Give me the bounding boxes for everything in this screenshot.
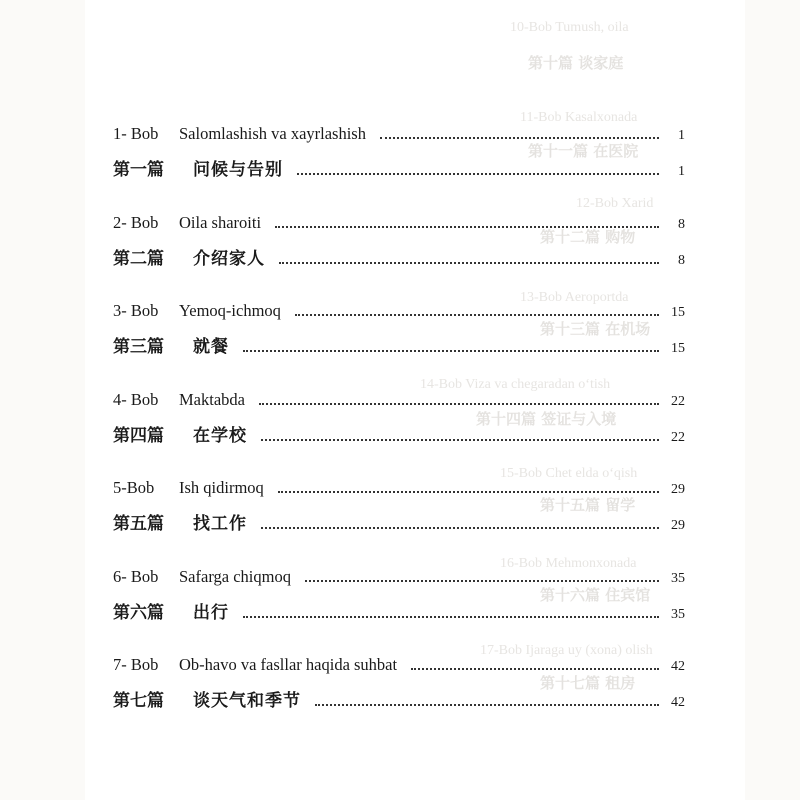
dot-leader	[275, 225, 659, 228]
chapter-number: 1- Bob	[113, 124, 159, 143]
page-number: 29	[671, 482, 685, 497]
dot-leader	[315, 703, 659, 706]
page-number: 22	[671, 393, 685, 409]
bleed-through-text: 第十四篇 签证与入境	[476, 410, 617, 428]
chapter-title: 在学校	[193, 425, 247, 446]
toc-line-chinese[interactable]	[113, 593, 685, 623]
dot-leader	[279, 261, 659, 264]
chapter-number: 第一篇	[113, 160, 164, 180]
bleed-through-text: 第十篇 谈家庭	[528, 54, 624, 72]
bleed-through-text: 第十一篇 在医院	[528, 142, 639, 160]
chapter-number: 第二篇	[113, 248, 164, 269]
chapter-number: 4- Bob	[113, 389, 159, 409]
page-number: 8	[678, 252, 685, 268]
chapter-number: 第五篇	[113, 514, 164, 534]
chapter-title: 介绍家人	[193, 248, 265, 269]
toc-entry-2	[113, 203, 685, 292]
dot-leader	[305, 579, 659, 582]
chapter-number: 第六篇	[113, 602, 164, 623]
dot-leader	[261, 526, 659, 529]
chapter-title: Oila sharoiti	[179, 212, 262, 232]
toc-line-uzbek[interactable]	[113, 203, 685, 233]
dot-leader	[380, 136, 659, 139]
toc-line-chinese[interactable]	[113, 150, 685, 180]
dot-leader	[295, 313, 659, 316]
chapter-title: 就餐	[193, 337, 229, 357]
table-of-contents	[113, 114, 685, 734]
chapter-title: Salomlashish va xayrlashish	[179, 124, 366, 143]
page-number: 42	[671, 695, 685, 710]
toc-entry-1	[113, 114, 685, 203]
chapter-number: 第三篇	[113, 337, 164, 357]
toc-line-uzbek[interactable]	[113, 291, 685, 321]
bleed-through-text: 16-Bob Mehmonxonada	[500, 556, 637, 571]
page-number: 29	[671, 518, 685, 533]
bleed-through-text: 第十六篇 住宾馆	[540, 586, 651, 604]
chapter-title: 出行	[193, 602, 229, 623]
chapter-number: 第四篇	[113, 425, 164, 446]
bleed-through-text: 17-Bob Ijaraga uy (xona) olish	[480, 643, 653, 658]
toc-line-chinese[interactable]	[113, 681, 685, 711]
bleed-through-text: 第十二篇 购物	[540, 228, 636, 246]
toc-line-chinese[interactable]	[113, 239, 685, 269]
dot-leader	[259, 402, 659, 405]
toc-line-uzbek[interactable]	[113, 645, 685, 675]
chapter-number: 5-Bob	[113, 478, 155, 497]
toc-entry-7	[113, 645, 685, 734]
page-number: 8	[678, 216, 685, 232]
bleed-through-text: 第十三篇 在机场	[540, 320, 651, 338]
toc-line-uzbek[interactable]	[113, 380, 685, 410]
bleed-through-text: 11-Bob Kasalxonada	[520, 110, 638, 125]
toc-line-chinese[interactable]	[113, 504, 685, 534]
page-number: 1	[678, 164, 685, 179]
chapter-number: 第七篇	[113, 691, 164, 711]
bleed-through-text: 12-Bob Xarid	[576, 196, 654, 211]
page-number: 42	[671, 659, 685, 674]
dot-leader	[243, 349, 659, 352]
dot-leader	[261, 438, 659, 441]
bleed-through-text: 第十五篇 留学	[540, 496, 636, 514]
page-number: 22	[671, 429, 685, 445]
chapter-title: Maktabda	[179, 389, 245, 409]
toc-line-uzbek[interactable]	[113, 114, 685, 144]
dot-leader	[278, 490, 659, 493]
bleed-through-text: 10-Bob Tumush, oila	[510, 20, 629, 35]
page-number: 15	[671, 305, 685, 320]
page-number: 15	[671, 341, 685, 356]
toc-entry-6	[113, 557, 685, 646]
chapter-number: 7- Bob	[113, 655, 159, 674]
chapter-title: 谈天气和季节	[193, 691, 301, 711]
chapter-title: Ob-havo va fasllar haqida suhbat	[179, 655, 398, 674]
dot-leader	[297, 172, 659, 175]
dot-leader	[243, 615, 659, 618]
toc-entry-4	[113, 380, 685, 469]
chapter-title: Ish qidirmoq	[179, 478, 264, 497]
page-number: 35	[671, 606, 685, 622]
page-number: 35	[671, 570, 685, 586]
bleed-through-text: 13-Bob Aeroportda	[520, 290, 629, 305]
page-number: 1	[678, 128, 685, 143]
toc-entry-5	[113, 468, 685, 557]
toc-line-uzbek[interactable]	[113, 557, 685, 587]
chapter-number: 2- Bob	[113, 212, 159, 232]
toc-entry-3	[113, 291, 685, 380]
chapter-number: 3- Bob	[113, 301, 159, 320]
bleed-through-text: 15-Bob Chet elda o‘qish	[500, 466, 638, 481]
chapter-title: 问候与告别	[193, 160, 283, 180]
toc-line-chinese[interactable]	[113, 416, 685, 446]
bleed-through-text: 14-Bob Viza va chegaradan o‘tish	[420, 377, 611, 392]
bleed-through-text: 第十七篇 租房	[540, 674, 636, 692]
toc-line-uzbek[interactable]	[113, 468, 685, 498]
chapter-number: 6- Bob	[113, 566, 159, 586]
chapter-title: 找工作	[193, 514, 247, 534]
chapter-title: Safarga chiqmoq	[179, 566, 291, 586]
dot-leader	[411, 667, 659, 670]
toc-line-chinese[interactable]	[113, 327, 685, 357]
chapter-title: Yemoq-ichmoq	[179, 301, 281, 320]
